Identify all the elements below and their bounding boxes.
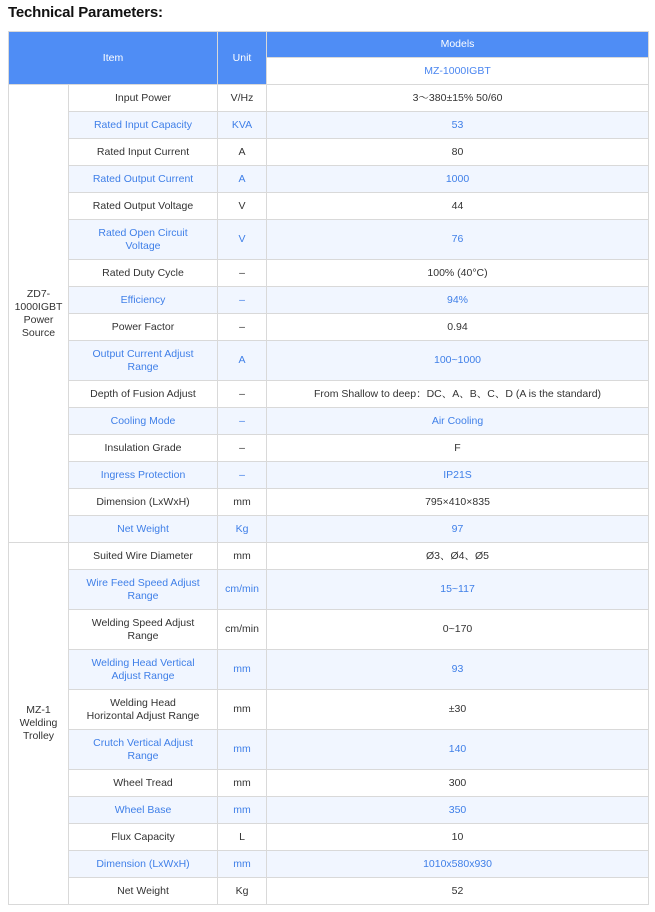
item-label-line: Net Weight <box>117 884 169 897</box>
item-cell <box>69 341 218 381</box>
table-row <box>9 220 649 260</box>
value-cell: 10 <box>267 824 649 851</box>
unit-cell: mm <box>218 770 267 797</box>
page-title: Technical Parameters: <box>8 4 163 21</box>
item-label-line: Rated Output Voltage <box>92 199 194 212</box>
unit-cell: – <box>218 408 267 435</box>
unit-cell: – <box>218 462 267 489</box>
value-cell: From Shallow to deep：DC、A、B、C、D (A is the standard) <box>267 381 649 408</box>
group-label <box>9 543 69 905</box>
item-label-line: Rated Open Circuit <box>98 226 188 239</box>
item-label-line: Flux Capacity <box>111 830 175 843</box>
value-cell: 100% (40°C) <box>267 260 649 287</box>
table-row <box>9 260 649 287</box>
item-cell <box>69 220 218 260</box>
item-label-line: Range <box>127 589 159 602</box>
table-row <box>9 85 649 112</box>
unit-cell: mm <box>218 650 267 690</box>
table-row <box>9 543 649 570</box>
unit-cell: – <box>218 381 267 408</box>
value-cell: 1010x580x930 <box>267 851 649 878</box>
value-cell: Air Cooling <box>267 408 649 435</box>
item-label-line: Output Current Adjust <box>92 347 194 360</box>
value-cell: Ø3、Ø4、Ø5 <box>267 543 649 570</box>
group-label-line: MZ-1 <box>26 704 51 716</box>
unit-cell: mm <box>218 543 267 570</box>
unit-cell: A <box>218 166 267 193</box>
item-cell <box>69 690 218 730</box>
item-cell <box>69 770 218 797</box>
unit-cell: mm <box>218 797 267 824</box>
unit-cell: V/Hz <box>218 85 267 112</box>
unit-cell: A <box>218 341 267 381</box>
item-cell <box>69 489 218 516</box>
unit-cell: L <box>218 824 267 851</box>
item-label-line: Welding Speed Adjust <box>91 616 195 629</box>
unit-cell: V <box>218 220 267 260</box>
item-label-line: Depth of Fusion Adjust <box>90 387 196 400</box>
value-cell: 15~117 <box>267 570 649 610</box>
unit-cell: mm <box>218 489 267 516</box>
header-models: Models <box>267 32 649 58</box>
header-unit: Unit <box>218 32 267 85</box>
item-cell <box>69 314 218 341</box>
item-label-line: Horizontal Adjust Range <box>86 709 200 722</box>
header-model-name: MZ-1000IGBT <box>267 58 649 85</box>
table-row <box>9 166 649 193</box>
header-item: Item <box>9 32 218 85</box>
value-cell: 97 <box>267 516 649 543</box>
item-cell <box>69 650 218 690</box>
item-cell <box>69 516 218 543</box>
table-row <box>9 408 649 435</box>
table-row <box>9 797 649 824</box>
table-row <box>9 650 649 690</box>
item-label-line: Suited Wire Diameter <box>93 549 193 562</box>
table-row <box>9 462 649 489</box>
technical-parameters-table <box>8 31 649 905</box>
unit-cell: mm <box>218 730 267 770</box>
item-label-line: Wheel Base <box>114 803 172 816</box>
group-label-line: ZD7- <box>26 287 51 300</box>
item-cell <box>69 287 218 314</box>
value-cell: 300 <box>267 770 649 797</box>
table-row <box>9 610 649 650</box>
item-label-line: Net Weight <box>117 522 169 535</box>
table-row <box>9 516 649 543</box>
table-row <box>9 435 649 462</box>
item-cell <box>69 381 218 408</box>
table-row <box>9 851 649 878</box>
value-cell: 3～380±15% 50/60 <box>267 85 649 112</box>
value-cell: ±30 <box>267 690 649 730</box>
table-row <box>9 381 649 408</box>
table-row <box>9 341 649 381</box>
item-label-line: Crutch Vertical Adjust <box>93 736 193 749</box>
value-cell: 80 <box>267 139 649 166</box>
item-cell <box>69 570 218 610</box>
table-row <box>9 112 649 139</box>
unit-cell: – <box>218 287 267 314</box>
table-row <box>9 770 649 797</box>
item-cell <box>69 851 218 878</box>
value-cell: 100~1000 <box>267 341 649 381</box>
value-cell: F <box>267 435 649 462</box>
item-label-line: Range <box>127 749 159 762</box>
item-label-line: Rated Output Current <box>92 172 194 185</box>
value-cell: 76 <box>267 220 649 260</box>
item-label-line: Wire Feed Speed Adjust <box>86 576 200 589</box>
unit-cell: – <box>218 314 267 341</box>
unit-cell: Kg <box>218 516 267 543</box>
table-row <box>9 489 649 516</box>
item-cell <box>69 543 218 570</box>
group-label <box>9 85 69 543</box>
group-label-line: 1000IGBT <box>14 300 63 313</box>
group-label-line: Source <box>21 326 56 339</box>
table-row <box>9 824 649 851</box>
item-label-line: Power Factor <box>111 320 175 333</box>
unit-cell: – <box>218 260 267 287</box>
value-cell: 53 <box>267 112 649 139</box>
item-cell <box>69 878 218 905</box>
unit-cell: mm <box>218 851 267 878</box>
value-cell: 140 <box>267 730 649 770</box>
item-cell <box>69 260 218 287</box>
unit-cell: KVA <box>218 112 267 139</box>
value-cell: 44 <box>267 193 649 220</box>
table-row <box>9 878 649 905</box>
item-label-line: Dimension (LxWxH) <box>96 495 190 508</box>
table-row <box>9 139 649 166</box>
item-cell <box>69 824 218 851</box>
item-label-line: Rated Input Current <box>96 145 190 158</box>
unit-cell: Kg <box>218 878 267 905</box>
item-cell <box>69 462 218 489</box>
item-label-line: Welding Head Vertical <box>91 656 195 669</box>
item-cell <box>69 193 218 220</box>
value-cell: 52 <box>267 878 649 905</box>
value-cell: 350 <box>267 797 649 824</box>
item-label-line: Cooling Mode <box>110 414 176 427</box>
value-cell: 0.94 <box>267 314 649 341</box>
item-label-line: Welding Head <box>110 696 176 709</box>
group-label-line: Trolley <box>22 730 55 742</box>
unit-cell: A <box>218 139 267 166</box>
item-label-line: Adjust Range <box>111 669 175 682</box>
item-label-line: Efficiency <box>120 293 166 306</box>
value-cell: 93 <box>267 650 649 690</box>
unit-cell: cm/min <box>218 610 267 650</box>
item-label-line: Dimension (LxWxH) <box>96 857 190 870</box>
value-cell: 0~170 <box>267 610 649 650</box>
unit-cell: cm/min <box>218 570 267 610</box>
table-row <box>9 690 649 730</box>
table-row <box>9 193 649 220</box>
item-label-line: Wheel Tread <box>113 776 173 789</box>
item-label-line: Voltage <box>125 239 161 252</box>
item-cell <box>69 797 218 824</box>
table-row <box>9 730 649 770</box>
item-label-line: Ingress Protection <box>100 468 186 481</box>
item-cell <box>69 730 218 770</box>
item-label-line: Rated Input Capacity <box>93 118 193 131</box>
item-label-line: Range <box>127 629 159 642</box>
item-cell <box>69 112 218 139</box>
unit-cell: mm <box>218 690 267 730</box>
item-cell <box>69 139 218 166</box>
value-cell: 795×410×835 <box>267 489 649 516</box>
table-row <box>9 314 649 341</box>
item-cell <box>69 166 218 193</box>
value-cell: 94% <box>267 287 649 314</box>
group-label-line: Welding <box>19 717 58 729</box>
item-label-line: Range <box>127 360 159 373</box>
item-cell <box>69 435 218 462</box>
item-label-line: Insulation Grade <box>104 441 182 454</box>
table-row <box>9 287 649 314</box>
item-label-line: Rated Duty Cycle <box>102 266 184 279</box>
unit-cell: – <box>218 435 267 462</box>
group-label-line: Power <box>23 313 54 326</box>
value-cell: IP21S <box>267 462 649 489</box>
item-cell <box>69 610 218 650</box>
item-cell <box>69 408 218 435</box>
table-row <box>9 570 649 610</box>
unit-cell: V <box>218 193 267 220</box>
item-label-line: Input Power <box>114 91 172 104</box>
item-cell <box>69 85 218 112</box>
value-cell: 1000 <box>267 166 649 193</box>
